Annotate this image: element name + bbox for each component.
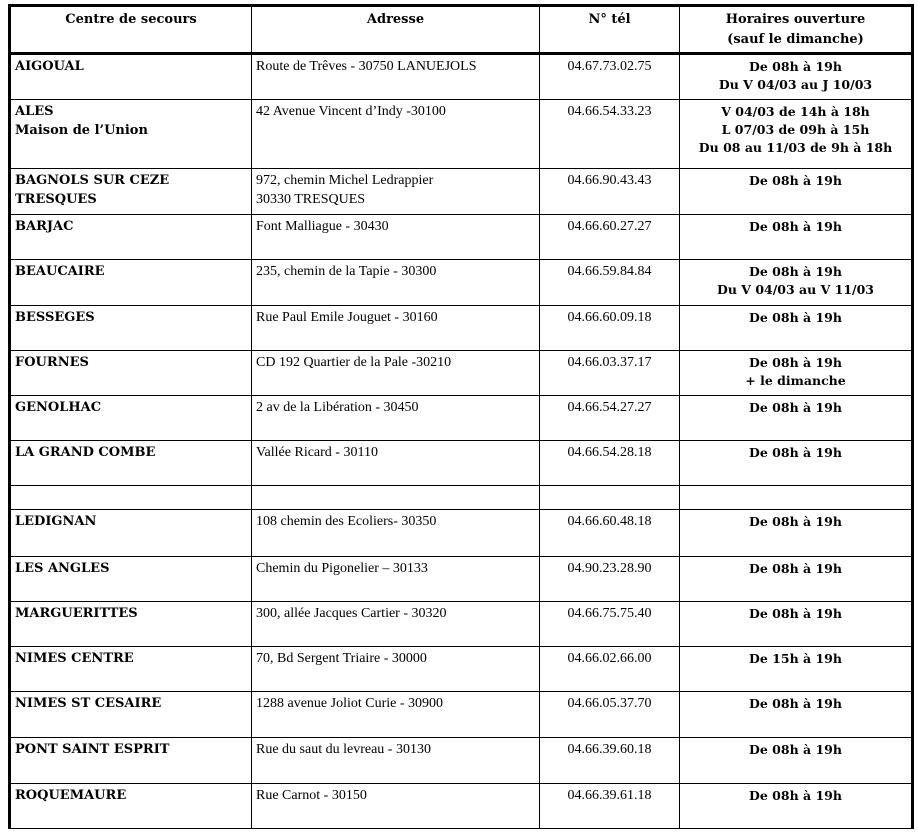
centre-name-line: ROQUEMAURE: [15, 788, 127, 803]
opening-hours-line: De 08h à 19h: [749, 219, 842, 234]
centre-name-line: PONT SAINT ESPRIT: [15, 742, 170, 757]
address-line: 1288 avenue Joliot Curie - 30900: [256, 696, 444, 711]
opening-hours-line: De 08h à 19h: [749, 355, 842, 370]
phone-cell: [540, 215, 680, 260]
centre-name-line: Maison de l’Union: [15, 123, 148, 138]
phone-cell: [540, 738, 680, 784]
centre-name-cell: [10, 738, 252, 784]
table-row: [10, 396, 913, 441]
opening-hours-cell: [680, 647, 913, 692]
centre-name-cell: [10, 441, 252, 486]
header-adresse: Adresse: [252, 6, 540, 54]
phone-cell: [540, 441, 680, 486]
opening-hours-line: De 08h à 19h: [749, 561, 842, 576]
opening-hours-cell: [680, 215, 913, 260]
address-line: 235, chemin de la Tapie - 30300: [256, 264, 437, 279]
centre-name-cell: [10, 351, 252, 396]
opening-hours-line: De 15h à 19h: [749, 651, 842, 666]
centre-name-line: TRESQUES: [15, 192, 97, 207]
address-cell: [252, 647, 540, 692]
table-row: [10, 486, 913, 510]
opening-hours-cell: [680, 557, 913, 602]
centre-name-line: GENOLHAC: [15, 400, 102, 415]
address-line: 42 Avenue Vincent d’Indy -30100: [256, 104, 446, 119]
centre-name-cell: [10, 486, 252, 510]
address-line: Rue Paul Emile Jouguet - 30160: [256, 310, 438, 325]
header-horaires: Horaires ouverture (sauf le dimanche): [680, 6, 913, 54]
table-row: [10, 510, 913, 557]
phone-cell: [540, 557, 680, 602]
address-line: CD 192 Quartier de la Pale -30210: [256, 355, 452, 370]
opening-hours-cell: [680, 54, 913, 100]
table-row: [10, 351, 913, 396]
centre-name-line: FOURNES: [15, 355, 89, 370]
centre-name-line: BAGNOLS SUR CEZE: [15, 173, 170, 188]
opening-hours-cell: [680, 692, 913, 738]
centre-name-cell: [10, 260, 252, 306]
table-row: [10, 692, 913, 738]
address-cell: [252, 602, 540, 647]
address-cell: [252, 396, 540, 441]
opening-hours-line: De 08h à 19h: [749, 788, 842, 803]
table-row: [10, 784, 913, 829]
opening-hours-line: De 08h à 19h: [749, 59, 842, 74]
address-line: 30330 TRESQUES: [256, 192, 366, 207]
centre-name-cell: [10, 647, 252, 692]
address-cell: [252, 100, 540, 169]
opening-hours-cell: [680, 306, 913, 351]
phone-number: 04.66.03.37.17: [567, 355, 652, 370]
opening-hours-cell: [680, 100, 913, 169]
opening-hours-cell: [680, 784, 913, 829]
phone-cell: [540, 351, 680, 396]
phone-cell: [540, 306, 680, 351]
address-cell: [252, 738, 540, 784]
opening-hours-line: De 08h à 19h: [749, 264, 842, 279]
phone-cell: [540, 784, 680, 829]
address-line: 2 av de la Libération - 30450: [256, 400, 419, 415]
opening-hours-line: De 08h à 19h: [749, 514, 842, 529]
centre-name-line: LA GRAND COMBE: [15, 445, 156, 460]
address-cell: [252, 260, 540, 306]
centre-name-cell: [10, 215, 252, 260]
centre-name-cell: [10, 169, 252, 215]
address-line: 108 chemin des Ecoliers- 30350: [256, 514, 437, 529]
centre-name-cell: [10, 54, 252, 100]
address-line: Font Malliague - 30430: [256, 219, 389, 234]
phone-cell: [540, 486, 680, 510]
opening-hours-line: De 08h à 19h: [749, 310, 842, 325]
opening-hours-cell: [680, 441, 913, 486]
header-tel: N° tél: [540, 6, 680, 54]
table-row: [10, 100, 913, 169]
phone-number: 04.66.54.33.23: [567, 104, 652, 119]
phone-number: 04.66.59.84.84: [567, 264, 652, 279]
address-cell: [252, 215, 540, 260]
centre-name-line: AIGOUAL: [15, 59, 84, 74]
opening-hours-line: Du 08 au 11/03 de 9h à 18h: [698, 140, 893, 155]
table-row: [10, 647, 913, 692]
opening-hours-cell: [680, 486, 913, 510]
table-header-row: [10, 6, 913, 54]
phone-number: 04.66.39.60.18: [567, 742, 652, 757]
address-cell: [252, 169, 540, 215]
address-cell: [252, 351, 540, 396]
address-line: 972, chemin Michel Ledrappier: [256, 173, 434, 188]
table-row: [10, 54, 913, 100]
table-row: [10, 260, 913, 306]
opening-hours-line: De 08h à 19h: [749, 445, 842, 460]
centre-name-line: NIMES CENTRE: [15, 651, 134, 666]
address-cell: [252, 486, 540, 510]
table-row: [10, 441, 913, 486]
address-line: Rue du saut du levreau - 30130: [256, 742, 431, 757]
phone-cell: [540, 647, 680, 692]
table-row: [10, 169, 913, 215]
phone-cell: [540, 692, 680, 738]
address-cell: [252, 692, 540, 738]
centre-name-cell: [10, 784, 252, 829]
phone-cell: [540, 54, 680, 100]
phone-number: 04.90.23.28.90: [567, 561, 652, 576]
address-cell: [252, 784, 540, 829]
address-line: Route de Trêves - 30750 LANUEJOLS: [256, 59, 477, 74]
centre-name-line: NIMES ST CESAIRE: [15, 696, 162, 711]
centre-name-line: MARGUERITTES: [15, 606, 138, 621]
address-line: 300, allée Jacques Cartier - 30320: [256, 606, 447, 621]
opening-hours-line: Du V 04/03 au J 10/03: [718, 77, 873, 92]
table-row: [10, 215, 913, 260]
centre-name-line: LEDIGNAN: [15, 514, 97, 529]
phone-number: 04.67.73.02.75: [567, 59, 652, 74]
opening-hours-cell: [680, 602, 913, 647]
opening-hours-line: De 08h à 19h: [749, 742, 842, 757]
table-row: [10, 306, 913, 351]
centre-name-line: BEAUCAIRE: [15, 264, 105, 279]
centre-name-line: LES ANGLES: [15, 561, 110, 576]
table-row: [10, 738, 913, 784]
opening-hours-cell: [680, 260, 913, 306]
centre-name-cell: [10, 692, 252, 738]
document-page: [8, 4, 911, 833]
address-line: Rue Carnot - 30150: [256, 788, 367, 803]
opening-hours-cell: [680, 396, 913, 441]
phone-cell: [540, 602, 680, 647]
header-centre: Centre de secours: [10, 6, 252, 54]
address-cell: [252, 510, 540, 557]
opening-hours-line: De 08h à 19h: [749, 400, 842, 415]
phone-number: 04.66.54.28.18: [567, 445, 652, 460]
centre-name-line: BESSEGES: [15, 310, 95, 325]
table-row: [10, 557, 913, 602]
centre-name-line: BARJAC: [15, 219, 74, 234]
phone-cell: [540, 396, 680, 441]
phone-number: 04.66.60.27.27: [567, 219, 652, 234]
opening-hours-line: De 08h à 19h: [749, 173, 842, 188]
centre-name-cell: [10, 510, 252, 557]
opening-hours-cell: [680, 510, 913, 557]
centre-name-cell: [10, 557, 252, 602]
address-cell: [252, 441, 540, 486]
phone-number: 04.66.60.09.18: [567, 310, 652, 325]
phone-cell: [540, 260, 680, 306]
phone-number: 04.66.54.27.27: [567, 400, 652, 415]
phone-cell: [540, 169, 680, 215]
opening-hours-line: V 04/03 de 14h à 18h: [721, 104, 870, 119]
address-line: 70, Bd Sergent Triaire - 30000: [256, 651, 427, 666]
rescue-centres-table: [8, 4, 914, 829]
phone-cell: [540, 100, 680, 169]
phone-number: 04.66.05.37.70: [567, 696, 652, 711]
centre-name-cell: [10, 306, 252, 351]
opening-hours-line: De 08h à 19h: [749, 606, 842, 621]
phone-number: 04.66.02.66.00: [567, 651, 652, 666]
opening-hours-cell: [680, 169, 913, 215]
centre-name-cell: [10, 396, 252, 441]
address-line: Chemin du Pigonelier – 30133: [256, 561, 428, 576]
phone-number: 04.66.60.48.18: [567, 514, 652, 529]
opening-hours-line: L 07/03 de 09h à 15h: [721, 122, 870, 137]
opening-hours-cell: [680, 738, 913, 784]
opening-hours-line: + le dimanche: [745, 373, 846, 388]
table-row: [10, 602, 913, 647]
phone-number: 04.66.39.61.18: [567, 788, 652, 803]
address-cell: [252, 557, 540, 602]
opening-hours-line: Du V 04/03 au V 11/03: [717, 282, 874, 297]
opening-hours-line: De 08h à 19h: [749, 696, 842, 711]
centre-name-line: ALES: [15, 104, 54, 119]
phone-number: 04.66.75.75.40: [567, 606, 652, 621]
opening-hours-cell: [680, 351, 913, 396]
phone-cell: [540, 510, 680, 557]
centre-name-cell: [10, 100, 252, 169]
centre-name-cell: [10, 602, 252, 647]
phone-number: 04.66.90.43.43: [567, 173, 652, 188]
address-cell: [252, 306, 540, 351]
address-line: Vallée Ricard - 30110: [256, 445, 378, 460]
address-cell: [252, 54, 540, 100]
